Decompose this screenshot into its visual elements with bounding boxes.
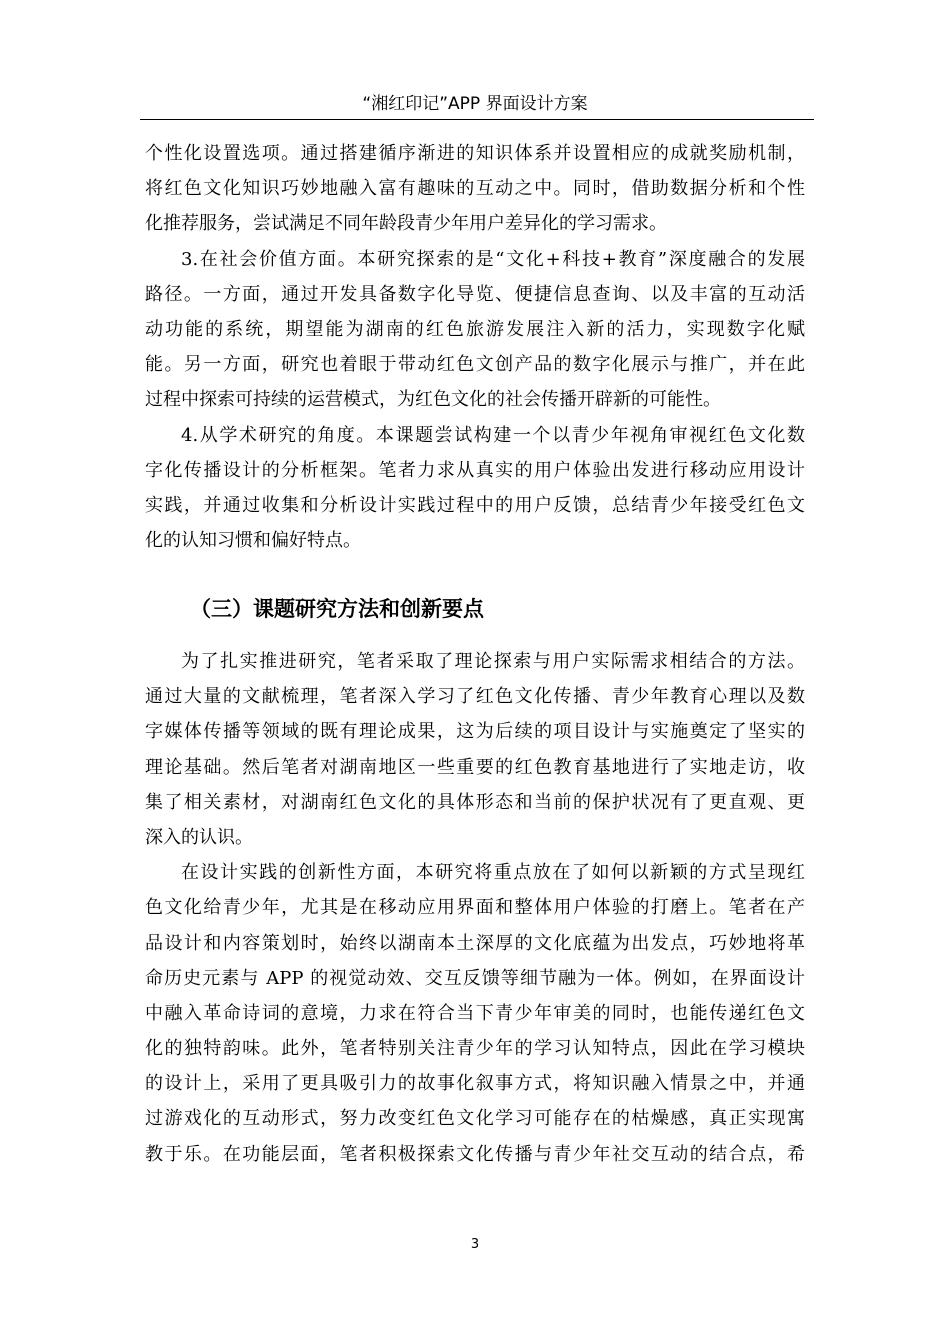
text-line: 4.从学术研究的角度。本课题尝试构建一个以青少年视角审视红色文化数	[181, 424, 805, 446]
text-line: 能。另一方面，研究也着眼于带动红色文创产品的数字化展示与推广，并在此	[145, 354, 805, 376]
text-line: 过游戏化的互动形式，努力改变红色文化学习可能存在的枯燥感，真正实现寓	[145, 1108, 805, 1130]
text-line: 字媒体传播等领域的既有理论成果，这为后续的项目设计与实施奠定了坚实的	[145, 721, 805, 743]
text-line: 教于乐。在功能层面，笔者积极探索文化传播与青少年社交互动的结合点，希	[145, 1143, 805, 1165]
text-line: 动功能的系统，期望能为湖南的红色旅游发展注入新的活力，实现数字化赋	[145, 318, 805, 340]
page-number: 3	[470, 1237, 480, 1252]
body-text-block-1	[145, 136, 805, 558]
text-line: 过程中探索可持续的运营模式，为红色文化的社会传播开辟新的可能性。	[145, 389, 721, 411]
text-line: 深入的认识。	[145, 826, 253, 848]
text-line: 个性化设置选项。通过搭建循序渐进的知识体系并设置相应的成就奖励机制，	[145, 143, 805, 164]
body-text-block-2	[145, 644, 805, 1172]
text-line: 化的认知习惯和偏好特点。	[145, 530, 361, 552]
text-line: 化的独特韵味。此外，笔者特别关注青少年的学习认知特点，因此在学习模块	[145, 1038, 805, 1060]
text-line: 字化传播设计的分析框架。笔者力求从真实的用户体验出发进行移动应用设计	[145, 459, 805, 481]
text-line: 理论基础。然后笔者对湖南地区一些重要的红色教育基地进行了实地走访，收	[145, 756, 805, 778]
text-line: 在设计实践的创新性方面，本研究将重点放在了如何以新颖的方式呈现红	[181, 862, 805, 884]
page-header-title: “湘红印记”APP 界面设计方案	[362, 94, 588, 114]
text-line: 通过大量的文献梳理，笔者深入学习了红色文化传播、青少年教育心理以及数	[145, 686, 805, 708]
text-line: 的设计上，采用了更具吸引力的故事化叙事方式，将知识融入情景之中，并通	[145, 1073, 805, 1095]
text-line: 实践，并通过收集和分析设计实践过程中的用户反馈，总结青少年接受红色文	[145, 494, 805, 516]
text-line: 命历史元素与 APP 的视觉动效、交互反馈等细节融为一体。例如，在界面设计	[145, 967, 805, 989]
text-line: 化推荐服务，尝试满足不同年龄段青少年用户差异化的学习需求。	[145, 213, 667, 235]
text-line: 3.在社会价值方面。本研究探索的是“文化+科技+教育”深度融合的发展	[181, 248, 805, 270]
text-line: 为了扎实推进研究，笔者采取了理论探索与用户实际需求相结合的方法。	[181, 651, 805, 672]
text-line: 路径。一方面，通过开发具备数字化导览、便捷信息查询、以及丰富的互动活	[145, 283, 805, 305]
text-line: 集了相关素材，对湖南红色文化的具体形态和当前的保护状况有了更直观、更	[145, 791, 805, 813]
text-line: 中融入革命诗词的意境，力求在符合当下青少年审美的同时，也能传递红色文	[145, 1002, 805, 1024]
text-line: 品设计和内容策划时，始终以湖南本土深厚的文化底蕴为出发点，巧妙地将革	[145, 932, 805, 954]
text-line: 色文化给青少年，尤其是在移动应用界面和整体用户体验的打磨上。笔者在产	[145, 897, 805, 919]
header-divider	[140, 119, 814, 120]
text-line: 将红色文化知识巧妙地融入富有趣味的互动之中。同时，借助数据分析和个性	[145, 178, 805, 200]
section-heading: （三）课题研究方法和创新要点	[190, 597, 484, 621]
